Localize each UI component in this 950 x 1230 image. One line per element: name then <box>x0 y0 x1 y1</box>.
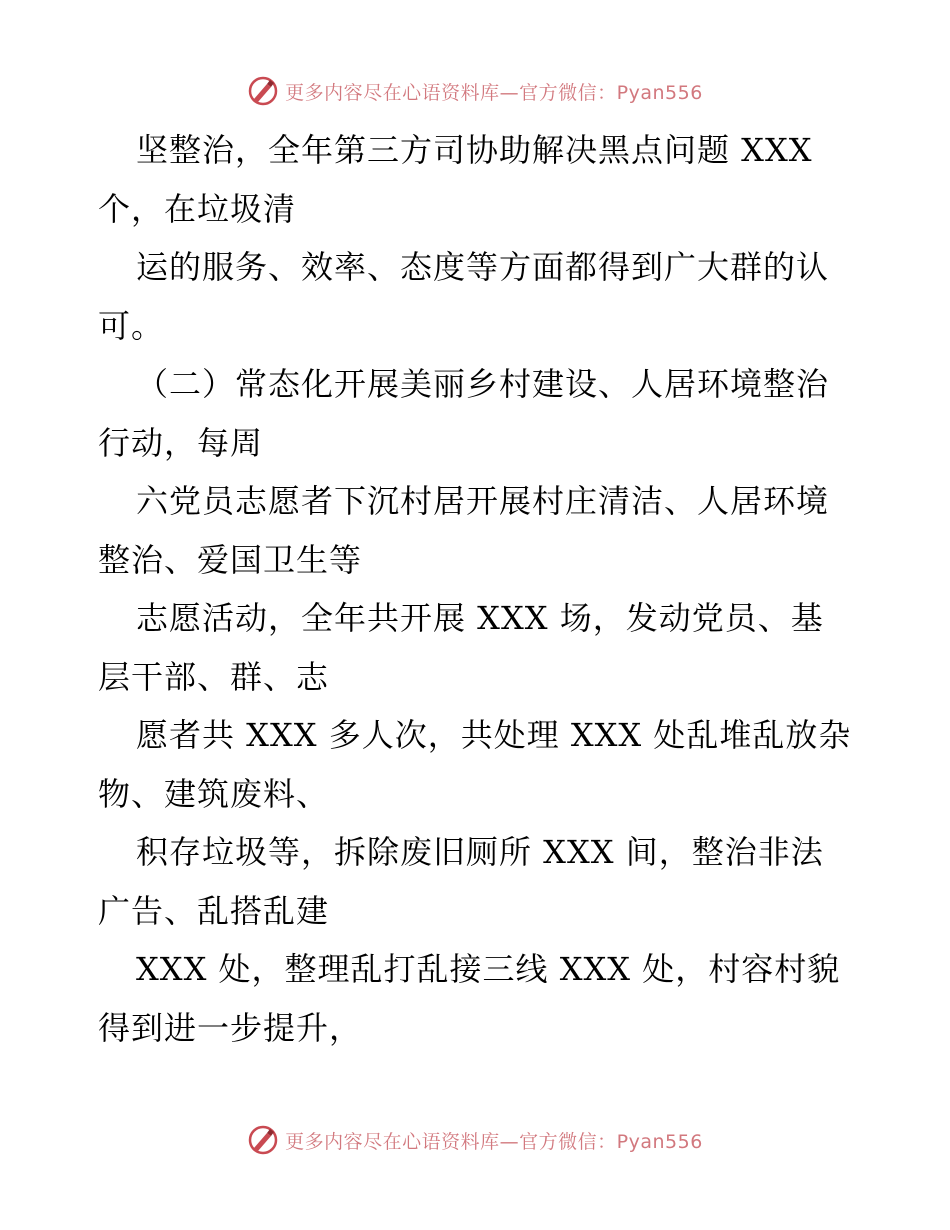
text-line: 整治、爱国卫生等 <box>98 540 363 579</box>
text-line: 层干部、群、志 <box>98 657 330 696</box>
text-line: 六党员志愿者下沉村居开展村庄清洁、人居环境 <box>136 482 830 520</box>
text-line: 物、建筑废料、 <box>98 774 330 813</box>
text-line: 可。 <box>98 306 165 345</box>
watermark-text: 更多内容尽在心语资料库—官方微信：Pyan556 <box>285 81 703 104</box>
footer-watermark <box>0 1120 950 1160</box>
text-line: 广告、乱搭乱建 <box>98 891 330 930</box>
text-line: （二）常态化开展美丽乡村建设、人居环境整治 <box>136 365 830 403</box>
text-line: 积存垃圾等，拆除废旧厕所 XXX 间，整治非法 <box>136 833 824 871</box>
text-line: XXX 处，整理乱打乱接三线 XXX 处，村容村貌 <box>136 950 841 988</box>
text-line: 坚整治，全年第三方司协助解决黑点问题 XXX <box>136 131 813 169</box>
text-line: 得到进一步提升， <box>98 1008 363 1047</box>
text-line: 志愿活动，全年共开展 XXX 场，发动党员、基 <box>136 599 824 637</box>
pen-logo-icon <box>247 1124 279 1156</box>
text-line: 个，在垃圾清 <box>98 189 297 228</box>
watermark-text: 更多内容尽在心语资料库—官方微信：Pyan556 <box>285 1130 703 1153</box>
text-line: 运的服务、效率、态度等方面都得到广大群的认 <box>136 248 830 286</box>
pen-logo-icon <box>247 75 279 107</box>
text-line: 愿者共 XXX 多人次，共处理 XXX 处乱堆乱放杂 <box>136 716 852 754</box>
document-body <box>98 121 858 1057</box>
header-watermark <box>0 71 950 111</box>
text-line: 行动，每周 <box>98 423 264 462</box>
